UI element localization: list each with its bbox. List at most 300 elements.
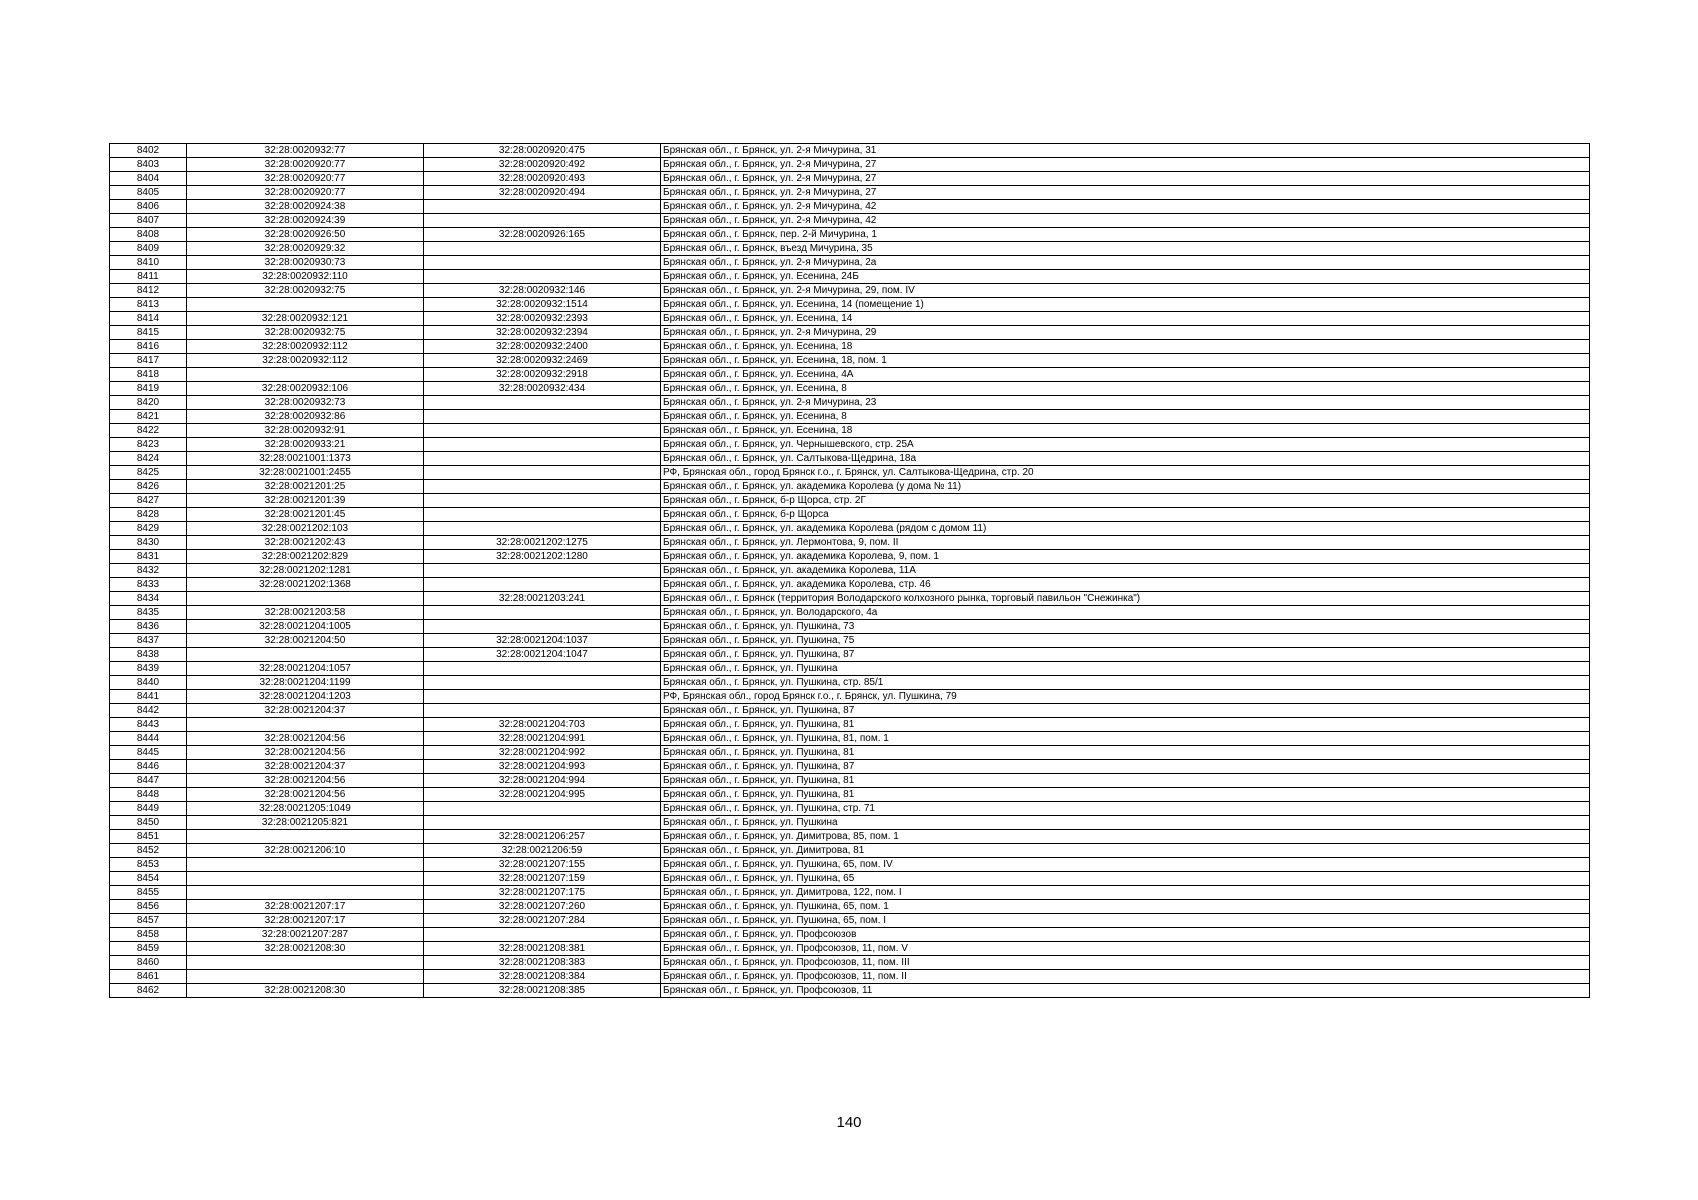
table-row [110,690,1590,704]
row-number-cell: 8452 [110,844,187,858]
table-row [110,956,1590,970]
cadastral-number-cell: 32:28:0020932:86 [187,410,424,424]
row-number-cell: 8457 [110,914,187,928]
cadastral-number-cell: 32:28:0020933:21 [187,438,424,452]
table-row [110,606,1590,620]
cadastral-number-cell: 32:28:0021204:37 [187,760,424,774]
row-number-cell: 8460 [110,956,187,970]
cadastral-number-cell: 32:28:0021204:1005 [187,620,424,634]
cadastral-number-cell: 32:28:0021202:1368 [187,578,424,592]
address-cell: Брянская обл., г. Брянск, ул. Профсоюзов, 11, пом. II [661,970,1590,984]
object-number-cell: 32:28:0021204:992 [424,746,661,760]
table-row [110,354,1590,368]
row-number-cell: 8418 [110,368,187,382]
cadastral-number-cell: 32:28:0021201:45 [187,508,424,522]
address-cell: Брянская обл., г. Брянск, ул. Димитрова, 85, пом. 1 [661,830,1590,844]
row-number-cell: 8412 [110,284,187,298]
cadastral-number-cell: 32:28:0021001:1373 [187,452,424,466]
object-number-cell: 32:28:0020920:475 [424,144,661,158]
address-cell: Брянская обл., г. Брянск, ул. Профсоюзов [661,928,1590,942]
object-number-cell [424,242,661,256]
cadastral-number-cell: 32:28:0020924:39 [187,214,424,228]
address-cell: Брянская обл., г. Брянск, ул. Есенина, 14 (помещение 1) [661,298,1590,312]
address-cell: Брянская обл., г. Брянск, ул. Пушкина, 81 [661,788,1590,802]
table-row [110,970,1590,984]
row-number-cell: 8454 [110,872,187,886]
object-number-cell: 32:28:0020932:2393 [424,312,661,326]
object-number-cell: 32:28:0021202:1280 [424,550,661,564]
object-number-cell: 32:28:0021204:991 [424,732,661,746]
row-number-cell: 8409 [110,242,187,256]
row-number-cell: 8437 [110,634,187,648]
table-row [110,844,1590,858]
address-cell: Брянская обл., г. Брянск, ул. Есенина, 24Б [661,270,1590,284]
object-number-cell: 32:28:0021208:384 [424,970,661,984]
row-number-cell: 8456 [110,900,187,914]
row-number-cell: 8431 [110,550,187,564]
cadastral-number-cell: 32:28:0021203:58 [187,606,424,620]
row-number-cell: 8411 [110,270,187,284]
table-row [110,368,1590,382]
row-number-cell: 8443 [110,718,187,732]
table-row [110,382,1590,396]
table-row [110,816,1590,830]
table-row [110,984,1590,998]
cadastral-number-cell: 32:28:0021204:50 [187,634,424,648]
address-cell: Брянская обл., г. Брянск, б-р Щорса [661,508,1590,522]
row-number-cell: 8434 [110,592,187,606]
address-cell: Брянская обл., г. Брянск, ул. академика Королева (рядом с домом 11) [661,522,1590,536]
row-number-cell: 8445 [110,746,187,760]
table-row [110,172,1590,186]
row-number-cell: 8406 [110,200,187,214]
object-number-cell [424,494,661,508]
address-cell: Брянская обл., г. Брянск, ул. академика Королева, 11А [661,564,1590,578]
address-cell: Брянская обл., г. Брянск, ул. Пушкина, 65 [661,872,1590,886]
row-number-cell: 8415 [110,326,187,340]
row-number-cell: 8459 [110,942,187,956]
table-row [110,284,1590,298]
cadastral-number-cell: 32:28:0021202:829 [187,550,424,564]
row-number-cell: 8423 [110,438,187,452]
row-number-cell: 8425 [110,466,187,480]
table-row [110,508,1590,522]
table-row [110,144,1590,158]
address-cell: Брянская обл., г. Брянск, ул. Пушкина, 73 [661,620,1590,634]
object-number-cell [424,802,661,816]
object-number-cell [424,508,661,522]
address-cell: Брянская обл., г. Брянск, ул. Профсоюзов, 11 [661,984,1590,998]
cadastral-number-cell: 32:28:0020930:73 [187,256,424,270]
object-number-cell [424,410,661,424]
cadastral-number-cell: 32:28:0020932:73 [187,396,424,410]
table-row [110,480,1590,494]
address-cell: Брянская обл., г. Брянск, ул. Пушкина, 81 [661,746,1590,760]
cadastral-number-cell [187,592,424,606]
object-number-cell: 32:28:0020932:146 [424,284,661,298]
address-cell: Брянская обл., г. Брянск, ул. академика Королева, стр. 46 [661,578,1590,592]
table-row [110,634,1590,648]
object-number-cell: 32:28:0020932:2918 [424,368,661,382]
object-number-cell [424,690,661,704]
table-row [110,662,1590,676]
table-row [110,886,1590,900]
row-number-cell: 8444 [110,732,187,746]
table-row [110,746,1590,760]
row-number-cell: 8449 [110,802,187,816]
address-cell: Брянская обл., г. Брянск, б-р Щорса, стр. 2Г [661,494,1590,508]
cadastral-number-cell: 32:28:0020920:77 [187,172,424,186]
cadastral-number-cell: 32:28:0021206:10 [187,844,424,858]
object-number-cell [424,200,661,214]
table-row [110,228,1590,242]
cadastral-number-cell: 32:28:0020932:75 [187,326,424,340]
address-cell: Брянская обл., г. Брянск, ул. 2-я Мичурина, 42 [661,214,1590,228]
object-number-cell [424,928,661,942]
cadastral-number-cell: 32:28:0021202:1281 [187,564,424,578]
cadastral-number-cell [187,830,424,844]
address-cell: Брянская обл., г. Брянск, ул. Пушкина, 87 [661,704,1590,718]
object-number-cell [424,662,661,676]
cadastral-number-cell: 32:28:0020929:32 [187,242,424,256]
table-row [110,466,1590,480]
object-number-cell [424,256,661,270]
row-number-cell: 8446 [110,760,187,774]
row-number-cell: 8440 [110,676,187,690]
address-cell: Брянская обл., г. Брянск, ул. 2-я Мичурина, 29, пом. IV [661,284,1590,298]
table-row [110,298,1590,312]
table-row [110,424,1590,438]
address-cell: Брянская обл., г. Брянск, ул. 2-я Мичурина, 27 [661,172,1590,186]
object-number-cell: 32:28:0021204:994 [424,774,661,788]
address-cell: Брянская обл., г. Брянск, ул. Пушкина, 87 [661,648,1590,662]
cadastral-number-cell: 32:28:0020920:77 [187,186,424,200]
cadastral-number-cell: 32:28:0021208:30 [187,984,424,998]
object-number-cell [424,816,661,830]
object-number-cell: 32:28:0020932:434 [424,382,661,396]
cadastral-number-cell: 32:28:0020932:91 [187,424,424,438]
address-cell: Брянская обл., г. Брянск, ул. Володарского, 4а [661,606,1590,620]
cadastral-number-cell [187,970,424,984]
address-cell: Брянская обл., г. Брянск, ул. Есенина, 18 [661,424,1590,438]
row-number-cell: 8436 [110,620,187,634]
object-number-cell [424,214,661,228]
table-row [110,900,1590,914]
row-number-cell: 8448 [110,788,187,802]
object-number-cell [424,704,661,718]
row-number-cell: 8408 [110,228,187,242]
row-number-cell: 8442 [110,704,187,718]
object-number-cell [424,396,661,410]
table-row [110,564,1590,578]
row-number-cell: 8462 [110,984,187,998]
address-cell: Брянская обл., г. Брянск, ул. Пушкина, стр. 71 [661,802,1590,816]
cadastral-number-cell: 32:28:0021208:30 [187,942,424,956]
table-row [110,550,1590,564]
row-number-cell: 8413 [110,298,187,312]
object-number-cell: 32:28:0021204:993 [424,760,661,774]
object-number-cell: 32:28:0021207:284 [424,914,661,928]
row-number-cell: 8407 [110,214,187,228]
table-body [110,144,1590,998]
object-number-cell: 32:28:0021204:703 [424,718,661,732]
cadastral-number-cell: 32:28:0021001:2455 [187,466,424,480]
row-number-cell: 8429 [110,522,187,536]
object-number-cell: 32:28:0020926:165 [424,228,661,242]
row-number-cell: 8461 [110,970,187,984]
object-number-cell [424,578,661,592]
object-number-cell: 32:28:0020920:494 [424,186,661,200]
row-number-cell: 8427 [110,494,187,508]
address-cell: РФ, Брянская обл., город Брянск г.о., г. Брянск, ул. Салтыкова-Щедрина, стр. 20 [661,466,1590,480]
table-row [110,858,1590,872]
row-number-cell: 8424 [110,452,187,466]
object-number-cell [424,438,661,452]
object-number-cell: 32:28:0021207:155 [424,858,661,872]
object-number-cell: 32:28:0021204:995 [424,788,661,802]
table-row [110,592,1590,606]
table-row [110,242,1590,256]
cadastral-number-cell [187,858,424,872]
object-number-cell: 32:28:0021203:241 [424,592,661,606]
object-number-cell [424,270,661,284]
table-row [110,760,1590,774]
address-cell: Брянская обл., г. Брянск, ул. Пушкина, 87 [661,760,1590,774]
object-number-cell [424,522,661,536]
table-row [110,410,1590,424]
address-cell: Брянская обл., г. Брянск, ул. Пушкина, 81, пом. 1 [661,732,1590,746]
row-number-cell: 8439 [110,662,187,676]
address-cell: Брянская обл., г. Брянск, ул. Есенина, 4А [661,368,1590,382]
address-cell: Брянская обл., г. Брянск, ул. Профсоюзов, 11, пом. III [661,956,1590,970]
address-cell: Брянская обл., г. Брянск, ул. Пушкина, 75 [661,634,1590,648]
object-number-cell: 32:28:0021208:381 [424,942,661,956]
table-row [110,802,1590,816]
address-cell: Брянская обл., г. Брянск, ул. Пушкина, 65, пом. IV [661,858,1590,872]
cadastral-number-cell: 32:28:0021204:1203 [187,690,424,704]
address-cell: Брянская обл., г. Брянск, ул. 2-я Мичурина, 27 [661,186,1590,200]
address-cell: Брянская обл., г. Брянск, ул. Есенина, 8 [661,410,1590,424]
row-number-cell: 8405 [110,186,187,200]
page-number: 140 [836,1114,862,1131]
address-cell: Брянская обл., г. Брянск, ул. Пушкина [661,816,1590,830]
table-row [110,788,1590,802]
object-number-cell: 32:28:0021206:257 [424,830,661,844]
cadastral-number-cell: 32:28:0020932:77 [187,144,424,158]
object-number-cell: 32:28:0020932:2469 [424,354,661,368]
table-row [110,942,1590,956]
row-number-cell: 8453 [110,858,187,872]
object-number-cell: 32:28:0020932:1514 [424,298,661,312]
row-number-cell: 8433 [110,578,187,592]
cadastral-number-cell: 32:28:0020920:77 [187,158,424,172]
address-cell: Брянская обл., г. Брянск, ул. Пушкина, 81 [661,718,1590,732]
address-cell: Брянская обл., г. Брянск, ул. 2-я Мичурина, 27 [661,158,1590,172]
table-row [110,732,1590,746]
table-row [110,452,1590,466]
address-cell: Брянская обл., г. Брянск, ул. 2-я Мичурина, 2а [661,256,1590,270]
cadastral-number-cell [187,872,424,886]
address-cell: Брянская обл., г. Брянск, ул. 2-я Мичурина, 29 [661,326,1590,340]
address-cell: Брянская обл., г. Брянск, ул. академика Королева (у дома № 11) [661,480,1590,494]
address-cell: РФ, Брянская обл., город Брянск г.о., г. Брянск, ул. Пушкина, 79 [661,690,1590,704]
row-number-cell: 8419 [110,382,187,396]
address-cell: Брянская обл., г. Брянск, ул. Пушкина, стр. 85/1 [661,676,1590,690]
table-row [110,158,1590,172]
cadastral-number-cell [187,368,424,382]
object-number-cell: 32:28:0021204:1047 [424,648,661,662]
row-number-cell: 8420 [110,396,187,410]
cadastral-number-cell [187,718,424,732]
object-number-cell: 32:28:0020920:492 [424,158,661,172]
table-row [110,186,1590,200]
cadastral-number-cell: 32:28:0021204:1057 [187,662,424,676]
row-number-cell: 8430 [110,536,187,550]
table-row [110,830,1590,844]
table-row [110,718,1590,732]
row-number-cell: 8458 [110,928,187,942]
address-cell: Брянская обл., г. Брянск, пер. 2-й Мичурина, 1 [661,228,1590,242]
table-row [110,914,1590,928]
table-row [110,326,1590,340]
table-row [110,928,1590,942]
table-row [110,438,1590,452]
row-number-cell: 8455 [110,886,187,900]
cadastral-number-cell: 32:28:0021205:821 [187,816,424,830]
row-number-cell: 8417 [110,354,187,368]
address-cell: Брянская обл., г. Брянск, ул. Салтыкова-Щедрина, 18а [661,452,1590,466]
address-cell: Брянская обл., г. Брянск (территория Володарского колхозного рынка, торговый павильон "Снежинка") [661,592,1590,606]
row-number-cell: 8422 [110,424,187,438]
table-row [110,704,1590,718]
row-number-cell: 8438 [110,648,187,662]
object-number-cell: 32:28:0021206:59 [424,844,661,858]
address-cell: Брянская обл., г. Брянск, въезд Мичурина, 35 [661,242,1590,256]
address-cell: Брянская обл., г. Брянск, ул. академика Королева, 9, пом. 1 [661,550,1590,564]
cadastral-number-cell: 32:28:0021207:17 [187,914,424,928]
object-number-cell: 32:28:0021207:159 [424,872,661,886]
cadastral-number-cell: 32:28:0021204:56 [187,732,424,746]
row-number-cell: 8432 [110,564,187,578]
cadastral-number-cell [187,886,424,900]
cadastral-number-cell: 32:28:0020926:50 [187,228,424,242]
row-number-cell: 8414 [110,312,187,326]
cadastral-number-cell: 32:28:0020932:106 [187,382,424,396]
row-number-cell: 8441 [110,690,187,704]
cadastral-number-cell: 32:28:0021207:287 [187,928,424,942]
object-number-cell: 32:28:0021202:1275 [424,536,661,550]
cadastral-number-cell: 32:28:0021202:103 [187,522,424,536]
cadastral-number-cell: 32:28:0021204:56 [187,746,424,760]
table-row [110,256,1590,270]
row-number-cell: 8403 [110,158,187,172]
table-row [110,214,1590,228]
cadastral-number-cell: 32:28:0020932:112 [187,340,424,354]
registry-table [109,143,1590,998]
cadastral-number-cell: 32:28:0021207:17 [187,900,424,914]
object-number-cell: 32:28:0020932:2394 [424,326,661,340]
object-number-cell [424,676,661,690]
cadastral-number-cell: 32:28:0021204:56 [187,788,424,802]
object-number-cell: 32:28:0021207:260 [424,900,661,914]
object-number-cell [424,466,661,480]
object-number-cell [424,564,661,578]
object-number-cell [424,480,661,494]
cadastral-number-cell: 32:28:0021204:1199 [187,676,424,690]
address-cell: Брянская обл., г. Брянск, ул. 2-я Мичурина, 23 [661,396,1590,410]
table-row [110,676,1590,690]
address-cell: Брянская обл., г. Брянск, ул. Профсоюзов, 11, пом. V [661,942,1590,956]
row-number-cell: 8451 [110,830,187,844]
address-cell: Брянская обл., г. Брянск, ул. Димитрова, 122, пом. I [661,886,1590,900]
table-row [110,340,1590,354]
row-number-cell: 8421 [110,410,187,424]
cadastral-number-cell: 32:28:0021201:25 [187,480,424,494]
cadastral-number-cell: 32:28:0020932:121 [187,312,424,326]
row-number-cell: 8435 [110,606,187,620]
row-number-cell: 8447 [110,774,187,788]
table-row [110,774,1590,788]
table-row [110,270,1590,284]
address-cell: Брянская обл., г. Брянск, ул. Пушкина, 65, пом. 1 [661,900,1590,914]
table-row [110,536,1590,550]
address-cell: Брянская обл., г. Брянск, ул. Пушкина, 65, пом. I [661,914,1590,928]
address-cell: Брянская обл., г. Брянск, ул. Пушкина, 81 [661,774,1590,788]
cadastral-number-cell [187,956,424,970]
table-row [110,396,1590,410]
table-row [110,200,1590,214]
object-number-cell: 32:28:0021207:175 [424,886,661,900]
cadastral-number-cell: 32:28:0021202:43 [187,536,424,550]
address-cell: Брянская обл., г. Брянск, ул. Есенина, 18 [661,340,1590,354]
address-cell: Брянская обл., г. Брянск, ул. Димитрова, 81 [661,844,1590,858]
cadastral-number-cell: 32:28:0020932:112 [187,354,424,368]
object-number-cell [424,452,661,466]
table-row [110,620,1590,634]
address-cell: Брянская обл., г. Брянск, ул. Есенина, 14 [661,312,1590,326]
object-number-cell: 32:28:0021204:1037 [424,634,661,648]
address-cell: Брянская обл., г. Брянск, ул. Лермонтова, 9, пом. II [661,536,1590,550]
object-number-cell: 32:28:0020932:2400 [424,340,661,354]
cadastral-number-cell: 32:28:0021204:56 [187,774,424,788]
cadastral-number-cell [187,648,424,662]
table-row [110,312,1590,326]
cadastral-number-cell: 32:28:0020924:38 [187,200,424,214]
object-number-cell: 32:28:0021208:385 [424,984,661,998]
cadastral-number-cell: 32:28:0021204:37 [187,704,424,718]
object-number-cell: 32:28:0020920:493 [424,172,661,186]
row-number-cell: 8402 [110,144,187,158]
address-cell: Брянская обл., г. Брянск, ул. 2-я Мичурина, 31 [661,144,1590,158]
cadastral-number-cell [187,298,424,312]
object-number-cell [424,620,661,634]
cadastral-number-cell: 32:28:0021205:1049 [187,802,424,816]
object-number-cell: 32:28:0021208:383 [424,956,661,970]
object-number-cell [424,424,661,438]
table-row [110,578,1590,592]
row-number-cell: 8426 [110,480,187,494]
cadastral-number-cell: 32:28:0020932:110 [187,270,424,284]
table-row [110,494,1590,508]
cadastral-number-cell: 32:28:0020932:75 [187,284,424,298]
address-cell: Брянская обл., г. Брянск, ул. 2-я Мичурина, 42 [661,200,1590,214]
row-number-cell: 8410 [110,256,187,270]
table-row [110,872,1590,886]
row-number-cell: 8404 [110,172,187,186]
row-number-cell: 8450 [110,816,187,830]
cadastral-number-cell: 32:28:0021201:39 [187,494,424,508]
table-row [110,648,1590,662]
